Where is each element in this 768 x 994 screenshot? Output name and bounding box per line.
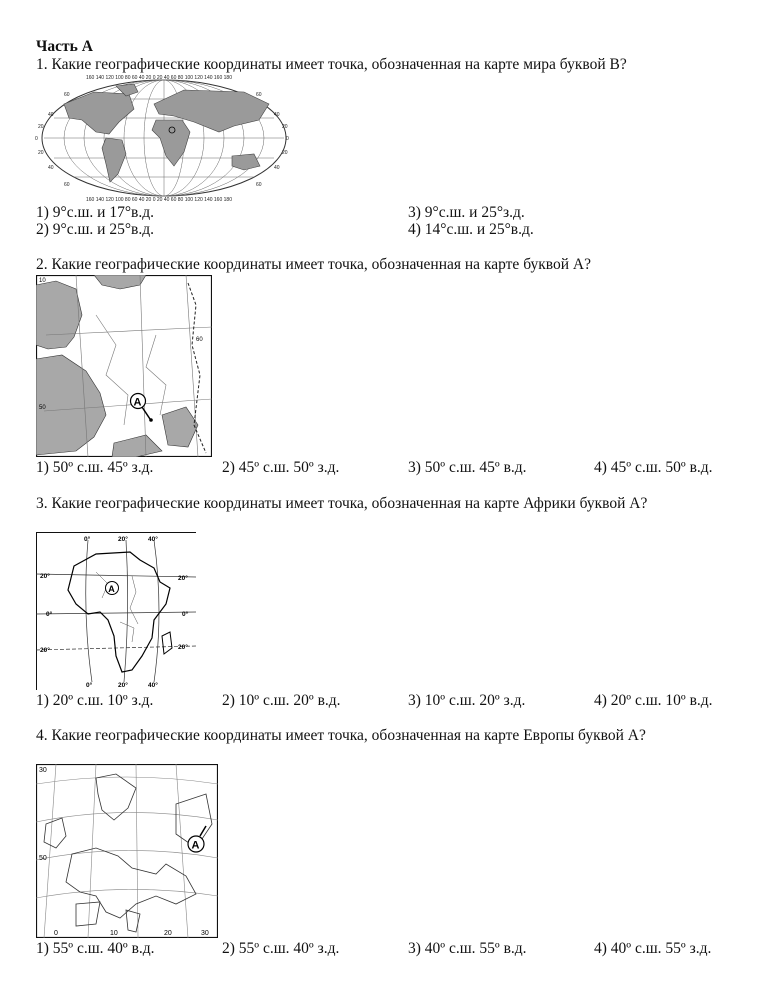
- question-4-text: 4. Какие географические координаты имеет точка, обозначенная на карте Европы буквой А?: [36, 727, 646, 744]
- q3-option-1[interactable]: 1) 20º с.ш. 10º з.д.: [36, 692, 154, 709]
- africa-top-40: 40°: [148, 536, 158, 543]
- world-lat-right-3: 0: [286, 136, 289, 142]
- q4-option-3[interactable]: 3) 40º с.ш. 55º в.д.: [408, 940, 527, 957]
- question-3-text: 3. Какие географические координаты имеет точка, обозначенная на карте Африки буквой А?: [36, 495, 648, 512]
- q1-option-4[interactable]: 4) 14°с.ш. и 25°в.д.: [408, 221, 534, 238]
- world-lat-right-2: 20: [282, 124, 288, 130]
- world-map: [34, 74, 294, 202]
- q3-option-4[interactable]: 4) 20º с.ш. 10º в.д.: [594, 692, 713, 709]
- q1-option-3[interactable]: 3) 9°с.ш. и 25°з.д.: [408, 204, 525, 221]
- africa-left-20s: 20°: [40, 647, 50, 654]
- world-lat-left-0: 60: [64, 92, 70, 98]
- europe-bottom-20: 20: [164, 930, 172, 937]
- africa-left-0: 0°: [46, 611, 53, 618]
- africa-left-20n: 20°: [40, 573, 50, 580]
- q4-option-2[interactable]: 2) 55º с.ш. 40º з.д.: [222, 940, 340, 957]
- africa-map: [36, 532, 196, 690]
- q1-option-1[interactable]: 1) 9°с.ш. и 17°в.д.: [36, 204, 154, 221]
- africa-bottom-20: 20°: [118, 682, 128, 689]
- africa-bottom-40: 40°: [148, 682, 158, 689]
- world-lat-right-5: 40: [274, 165, 280, 171]
- question-1-text: 1. Какие географические координаты имеет точка, обозначенная на карте мира буквой В?: [36, 56, 627, 73]
- q2-option-4[interactable]: 4) 45º с.ш. 50º в.д.: [594, 459, 713, 476]
- world-top-scale: 160 140 120 100 80 60 40 20 0 20 40 60 80 100 120 140 160 180: [86, 75, 232, 81]
- q4-option-4[interactable]: 4) 40º с.ш. 55º з.д.: [594, 940, 712, 957]
- world-bottom-scale: 160 140 120 100 80 60 40 20 0 20 40 60 80 100 120 140 160 180: [86, 197, 232, 202]
- europe-bottom-10: 10: [110, 930, 118, 937]
- region-corner-label: 10: [39, 278, 46, 284]
- world-lat-left-5: 40: [48, 165, 54, 171]
- world-lat-right-1: 40: [274, 112, 280, 118]
- africa-top-0: 0°: [84, 536, 91, 543]
- africa-marker: A: [108, 584, 115, 594]
- q2-option-3[interactable]: 3) 50º с.ш. 45º в.д.: [408, 459, 527, 476]
- q1-option-2[interactable]: 2) 9°с.ш. и 25°в.д.: [36, 221, 154, 238]
- q2-option-2[interactable]: 2) 45º с.ш. 50º з.д.: [222, 459, 340, 476]
- q3-option-2[interactable]: 2) 10º с.ш. 20º в.д.: [222, 692, 341, 709]
- region-lat-label-50: 50: [39, 405, 46, 411]
- europe-bottom-30: 30: [201, 930, 209, 937]
- region-marker: A: [133, 396, 142, 409]
- q4-option-1[interactable]: 1) 55º с.ш. 40º в.д.: [36, 940, 155, 957]
- q2-option-1[interactable]: 1) 50º с.ш. 45º з.д.: [36, 459, 154, 476]
- section-title: Часть А: [36, 38, 93, 55]
- question-2-text: 2. Какие географические координаты имеет точка, обозначенная на карте буквой А?: [36, 256, 591, 273]
- world-lat-right-6: 60: [256, 182, 262, 188]
- q3-option-3[interactable]: 3) 10º с.ш. 20º з.д.: [408, 692, 526, 709]
- region-lat-label-60: 60: [196, 337, 203, 343]
- world-lat-left-1: 40: [48, 112, 54, 118]
- europe-map: [36, 764, 218, 938]
- africa-right-0: 0°: [182, 611, 189, 618]
- world-lat-left-3: 0: [35, 136, 38, 142]
- europe-bottom-0: 0: [54, 930, 58, 937]
- world-lat-left-2: 20: [38, 124, 44, 130]
- europe-left-30: 30: [39, 767, 47, 774]
- europe-marker: A: [191, 839, 200, 852]
- world-lat-left-4: 20: [38, 150, 44, 156]
- africa-right-20n: 20°: [178, 575, 188, 582]
- africa-right-20s: 20°: [178, 644, 188, 651]
- world-lat-right-0: 60: [256, 92, 262, 98]
- africa-bottom-0: 0°: [86, 682, 93, 689]
- world-lat-right-4: 20: [282, 150, 288, 156]
- region-map: [36, 275, 212, 457]
- europe-left-50: 50: [39, 855, 47, 862]
- africa-top-20: 20°: [118, 536, 128, 543]
- world-lat-left-6: 60: [64, 182, 70, 188]
